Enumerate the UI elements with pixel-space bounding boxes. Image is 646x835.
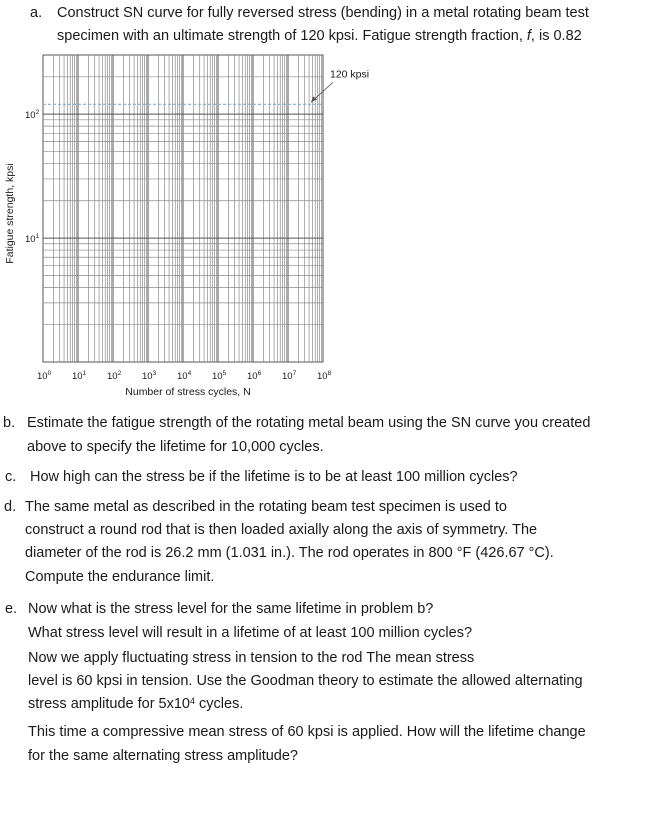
problem-d-label: d. (4, 499, 17, 515)
problem-e-line5-post: cycles. (195, 696, 244, 712)
x-tick-label: $10^3$ (142, 370, 157, 382)
x-tick-label: $10^0$ (37, 370, 52, 382)
problem-e-line5-exp: 4 (190, 696, 196, 706)
sn-curve-chart (0, 0, 646, 405)
problem-e-line7: for the same alternating stress amplitude? (28, 748, 298, 764)
x-tick-label: $10^4$ (177, 370, 192, 382)
chart-grid (43, 55, 323, 362)
y-axis-label: Fatigue strength, kpsi (4, 163, 16, 264)
problem-e-line2: What stress level will result in a lifetime of at least 100 million cycles? (28, 625, 473, 641)
problem-c-label: c. (5, 469, 17, 485)
x-tick-label: $10^6$ (247, 370, 262, 382)
x-axis-label: Number of stress cycles, N (125, 386, 251, 398)
problem-b-line1: Estimate the fatigue strength of the rotating metal beam using the SN curve you created (27, 415, 591, 431)
problem-c-line1: How high can the stress be if the lifetime is to be at least 100 million cycles? (30, 469, 518, 485)
problem-d-line3: diameter of the rod is 26.2 mm (1.031 in.). The rod operates in 800 °F (426.67 °C). (25, 545, 554, 561)
problem-d-line2: construct a round rod that is then loaded axially along the axis of symmetry. The (25, 522, 538, 538)
problem-a-label: a. (30, 5, 43, 21)
x-tick-label: $10^2$ (107, 370, 122, 382)
problem-e-line4: level is 60 kpsi in tension. Use the Goodman theory to estimate the allowed alternating (28, 673, 583, 689)
problem-d-line4: Compute the endurance limit. (25, 569, 215, 585)
problem-e-line5-pre: stress amplitude for 5x10 (28, 696, 190, 712)
x-tick-label: $10^8$ (317, 370, 332, 382)
y-tick-label: $10^2$ (25, 109, 40, 122)
problem-e-line1: Now what is the stress level for the same lifetime in problem b? (28, 601, 434, 617)
problem-b-line2: above to specify the lifetime for 10,000 cycles. (27, 439, 324, 455)
x-tick-label: $10^1$ (72, 370, 87, 382)
reference-line-group (43, 68, 369, 104)
problem-a-line1: Construct SN curve for fully reversed stress (bending) in a metal rotating beam test (57, 5, 589, 21)
problem-a-line2-post: , is 0.82 (530, 28, 582, 44)
problem-e-line3: Now we apply fluctuating stress in tension to the rod The mean stress (28, 650, 475, 666)
fraction-variable: f (526, 28, 531, 44)
problem-e-label: e. (5, 601, 18, 617)
y-tick-label: $10^1$ (25, 233, 40, 246)
problem-e-line5 (28, 693, 243, 716)
problem-d-line1: The same metal as described in the rotating beam test specimen is used to (25, 499, 507, 515)
problem-e-line6: This time a compressive mean stress of 60 kpsi is applied. How will the lifetime change (28, 724, 586, 740)
problem-a-line2-pre: specimen with an ultimate strength of 120 kpsi. Fatigue strength fraction, (57, 28, 527, 44)
reference-label: 120 kpsi (330, 68, 370, 81)
x-tick-label: $10^5$ (212, 370, 227, 382)
problem-b-label: b. (3, 415, 16, 431)
x-tick-label: $10^7$ (282, 370, 297, 382)
